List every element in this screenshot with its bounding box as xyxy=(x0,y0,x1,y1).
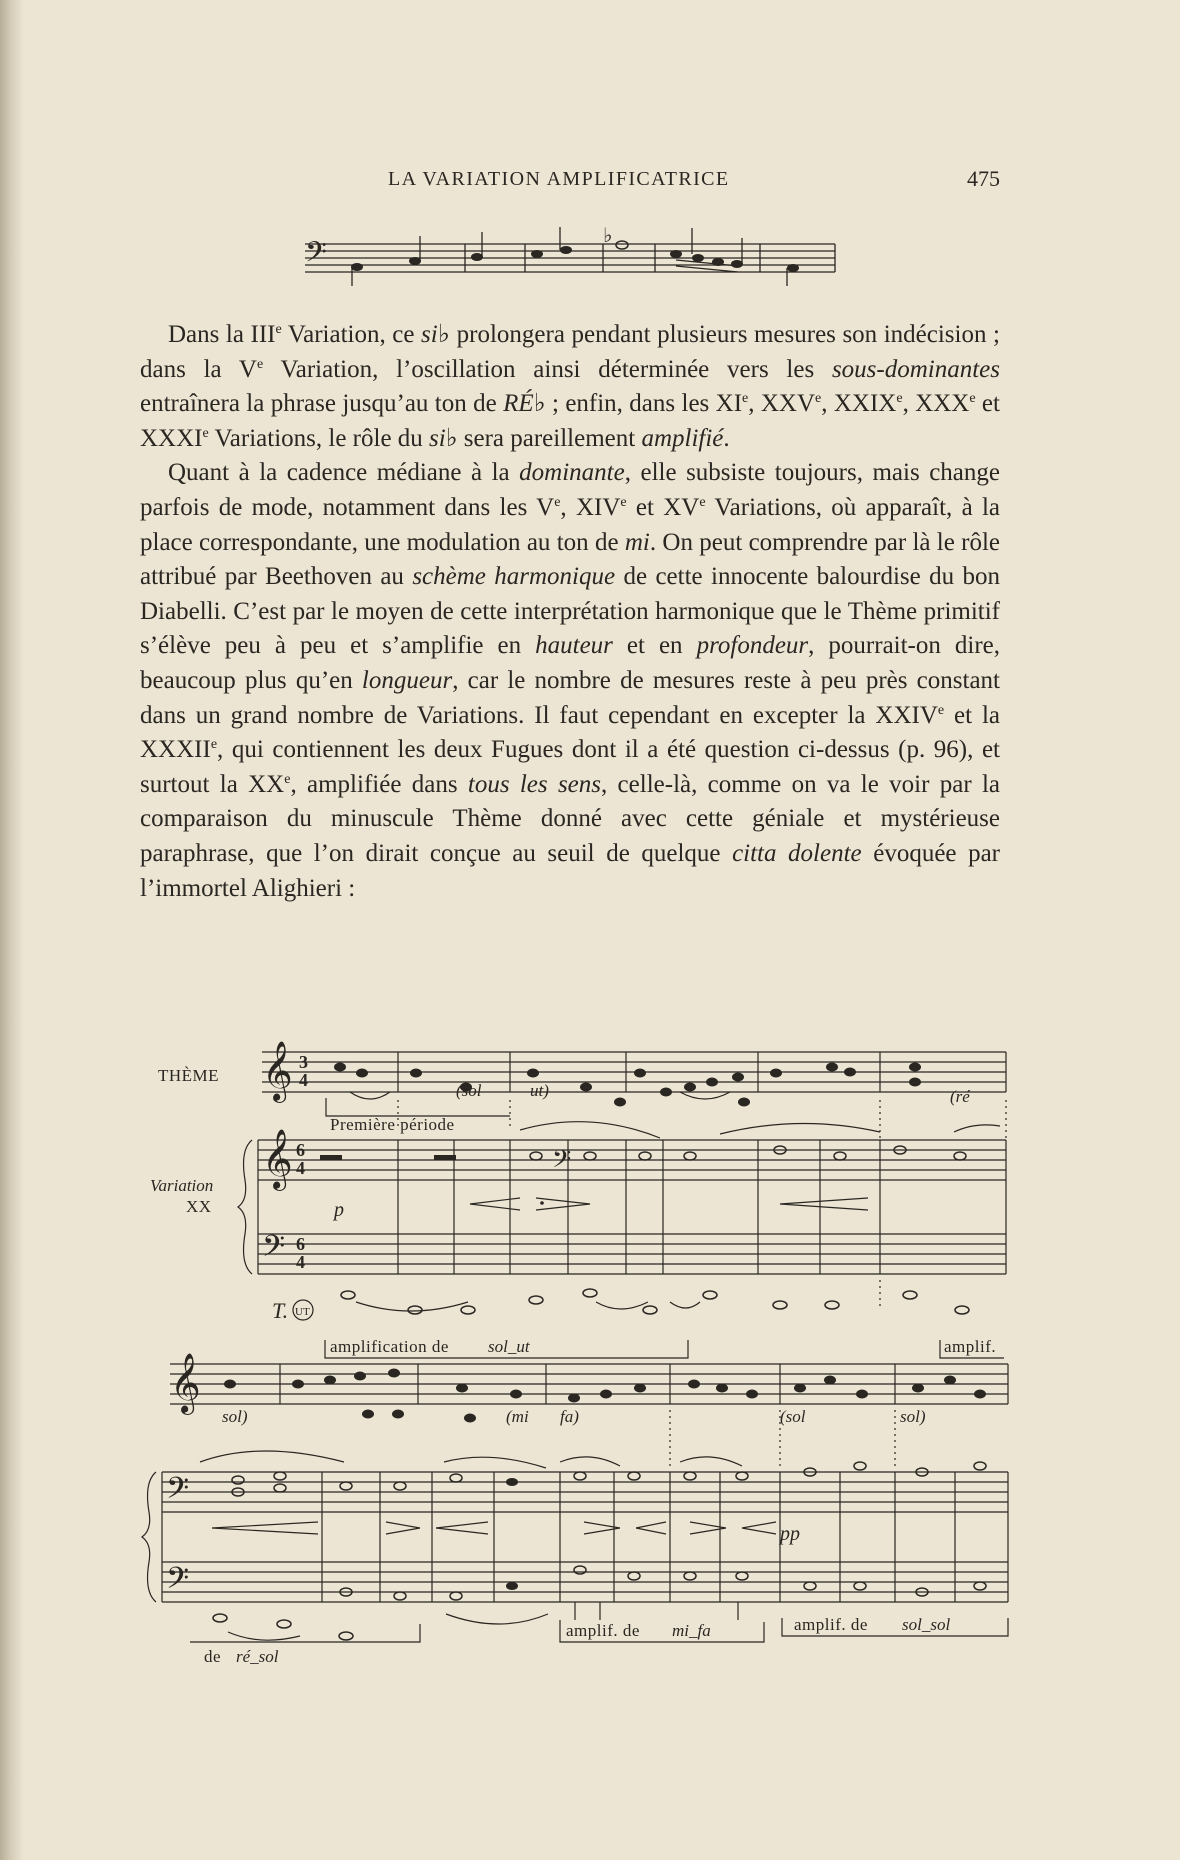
theme-annotation: fa) xyxy=(560,1407,579,1426)
superscript: e xyxy=(742,391,749,407)
superscript: e xyxy=(284,771,291,787)
theme-annotation: ut) xyxy=(530,1081,549,1100)
svg-text:𝄢: 𝄢 xyxy=(262,1230,286,1271)
text-run: prolongera pendant plusieurs mesures son indécision ; dans la V xyxy=(140,321,1000,383)
period-label: Première période xyxy=(330,1115,455,1134)
theme-staff-1 xyxy=(262,1052,1006,1092)
theme-annotation: (mi xyxy=(506,1407,529,1426)
italic-text: si♭ xyxy=(429,424,458,452)
variation-bass-staff-1 xyxy=(258,1234,1006,1274)
variation-treble-staff-1 xyxy=(258,1140,1006,1180)
ut-symbol: T. xyxy=(272,1298,289,1323)
italic-text: si♭ xyxy=(421,321,451,348)
text-run: , XIV xyxy=(560,493,621,521)
time-sig-bottom: 4 xyxy=(296,1252,305,1272)
running-title: LA VARIATION AMPLIFICATRICE xyxy=(388,168,730,190)
amplification-label: amplif. de xyxy=(566,1621,640,1640)
italic-text: tous les sens xyxy=(467,770,601,798)
text-run: , XXX xyxy=(902,390,970,418)
ut-circle-label: UT xyxy=(295,1306,310,1318)
time-sig-bottom: 4 xyxy=(299,1070,308,1090)
amplification-label: amplif. de xyxy=(794,1615,868,1634)
text-run: et XV xyxy=(626,493,700,521)
italic-text: sous-dominantes xyxy=(831,355,1000,383)
text-run: de cette innocente balourdise du bon Diabelli. C’est par le moyen de cette interprétation harmonique que le Thème primitif s’élève peu à peu et s’amplifie en xyxy=(140,563,1000,660)
italic-text: mi xyxy=(624,528,650,556)
theme-annotation: sol) xyxy=(222,1407,248,1426)
superscript: e xyxy=(210,737,218,753)
superscript: e xyxy=(699,494,706,510)
svg-text:𝄞: 𝄞 xyxy=(262,1129,293,1189)
italic-text: schème harmonique xyxy=(412,563,616,591)
svg-text:𝄢: 𝄢 xyxy=(552,1145,572,1180)
superscript: e xyxy=(969,391,976,407)
superscript: e xyxy=(275,322,282,337)
paragraph xyxy=(140,456,1000,906)
text-run: Quant à la cadence médiane à la xyxy=(168,459,520,487)
text-run: . On peut comprendre par là le rôle attribué par Beethoven au xyxy=(140,528,1001,591)
text-run: Dans la III xyxy=(168,321,276,348)
superscript: e xyxy=(896,391,903,407)
paragraph xyxy=(140,318,1000,456)
theme-label: THÈME xyxy=(158,1066,220,1085)
italic-text: citta dolente xyxy=(732,839,862,867)
text-run: et en xyxy=(612,632,697,660)
theme-annotation: (sol xyxy=(780,1407,806,1426)
text-run: Variation, l’oscillation ainsi déterminée vers les xyxy=(263,355,832,383)
text-run: . xyxy=(723,424,730,452)
amplification-label: mi_fa xyxy=(672,1621,711,1640)
superscript: e xyxy=(620,494,627,510)
italic-text: dominante xyxy=(519,459,625,487)
svg-text:𝄢: 𝄢 xyxy=(305,236,327,276)
text-run: , pourrait-on dire, beaucoup plus qu’en xyxy=(140,632,1000,694)
amplification-label: sol_sol xyxy=(902,1615,951,1634)
body-text xyxy=(140,318,1000,906)
page-number: 475 xyxy=(967,166,1000,191)
superscript: e xyxy=(256,356,264,372)
time-sig-bottom: 4 xyxy=(296,1158,305,1178)
text-run: , celle-là, comme on va le voir par la comparaison du minuscule Thème donné avec cette géniale et mystérieuse paraphrase, que l’on dirait conçue au seuil de quelque xyxy=(140,770,1000,867)
amplification-label: amplif. xyxy=(944,1337,997,1356)
amplification-label: de xyxy=(204,1647,222,1666)
theme-annotation: (ré xyxy=(950,1087,970,1106)
superscript: e xyxy=(937,702,945,718)
italic-text: profondeur xyxy=(696,632,809,660)
text-run: , elle subsiste toujours, mais change parfois de mode, notamment dans les V xyxy=(140,459,1000,521)
dynamic-marking: pp xyxy=(780,1523,800,1545)
italic-text: amplifié xyxy=(641,424,724,452)
music-example-top xyxy=(0,222,1180,302)
italic-text: RÉ♭ xyxy=(503,390,546,418)
text-run: , XXV xyxy=(748,390,816,418)
svg-text:𝄢: 𝄢 xyxy=(166,1562,190,1603)
time-sig-top: 6 xyxy=(296,1234,305,1254)
text-run: , XXIX xyxy=(821,390,897,418)
amplification-label: amplification de xyxy=(330,1337,449,1356)
svg-text:𝄞: 𝄞 xyxy=(262,1041,293,1101)
text-run: et XXXI xyxy=(140,390,1000,452)
svg-text:♭: ♭ xyxy=(603,223,613,247)
text-run: Variations, le rôle du xyxy=(208,424,430,452)
theme-annotation: (sol xyxy=(456,1081,482,1100)
italic-text: hauteur xyxy=(535,632,613,660)
theme-annotation: sol) xyxy=(900,1407,926,1426)
text-run: , car le nombre de mesures reste à peu près constant dans un grand nombre de Variations. Il faut cependant en excepter la XXIV xyxy=(140,666,1001,729)
text-run: entraînera la phrase jusqu’au ton de xyxy=(140,390,504,418)
time-sig-top: 3 xyxy=(299,1052,308,1072)
text-run: Variations, où apparaît, à la place correspondante, une modulation au ton de xyxy=(140,493,1001,556)
text-run: , amplifiée dans xyxy=(290,770,468,798)
text-run: évoquée par l’immortel Alighieri : xyxy=(140,839,1000,902)
text-run: sera pareillement xyxy=(457,424,642,452)
running-head xyxy=(140,168,1000,198)
svg-text:𝄞: 𝄞 xyxy=(170,1353,201,1413)
amplification-label: sol_ut xyxy=(488,1337,530,1356)
text-run: , qui contiennent les deux Fugues dont il a été question ci-dessus (p. 96), et surtout la XX xyxy=(140,736,1000,798)
variation-label: Variation xyxy=(150,1176,214,1195)
text-run: ; enfin, dans les XI xyxy=(545,390,743,418)
amplification-label: ré_sol xyxy=(236,1647,279,1666)
time-sig-top: 6 xyxy=(296,1140,305,1160)
variation-number: XX xyxy=(186,1197,212,1216)
svg-text:𝄢: 𝄢 xyxy=(166,1472,190,1513)
italic-text: longueur xyxy=(361,666,453,694)
music-example-theme-variation xyxy=(0,1010,1180,1666)
superscript: e xyxy=(815,391,822,407)
text-run: Variation, ce xyxy=(281,321,421,348)
dynamic-marking: p xyxy=(334,1199,344,1221)
text-run: et la XXXII xyxy=(140,701,1000,764)
superscript: e xyxy=(202,425,209,441)
superscript: e xyxy=(554,494,561,510)
